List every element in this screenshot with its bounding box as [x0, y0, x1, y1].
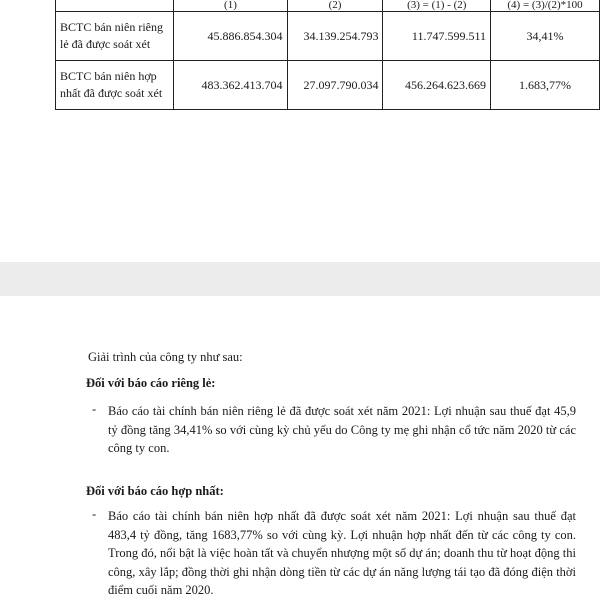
cell-col4: 34,41%: [491, 12, 600, 61]
section-title-standalone: Đối với báo cáo riêng lẻ:: [86, 376, 216, 390]
cell-col3: 11.747.599.511: [383, 12, 491, 61]
cell-col2: 27.097.790.034: [287, 61, 383, 110]
row-label: BCTC bán niên riêng lẻ đã được soát xét: [56, 12, 174, 61]
page-top: [0, 0, 600, 262]
bullet-dash: -: [92, 507, 97, 521]
header-col2: (2): [287, 0, 383, 12]
table-row: [56, 12, 600, 61]
cell-col1: 45.886.854.304: [174, 12, 287, 61]
header-empty-cell: [56, 0, 174, 12]
explanation-intro: Giải trình của công ty như sau:: [88, 350, 243, 364]
section-title-consolidated: Đối với báo cáo hợp nhất:: [86, 484, 224, 498]
header-col1: (1): [174, 0, 287, 12]
section-text-consolidated: Báo cáo tài chính bán niên hợp nhất đã được soát xét năm 2021: Lợi nhuận sau thuế đạt 483,4 tỷ đồng, tăng 1683,77% so với cùng kỳ. Lợi nhuận hợp nhất đến từ các công ty con. Trong đó, nổi bật là việc hoàn tất và chuyển nhượng một số dự án; doanh thu từ hoạt động thi công, xây lắp; đồng thời ghi nhận dòng tiền từ các dự án năng lượng tái tạo đã đóng điện thời điểm cuối năm 2020.: [108, 509, 576, 597]
cell-col4: 1.683,77%: [491, 61, 600, 110]
table-header-row: [56, 0, 600, 12]
header-col4: (4) = (3)/(2)*100: [491, 0, 600, 12]
section-text-standalone: Báo cáo tài chính bán niên riêng lẻ đã được soát xét năm 2021: Lợi nhuận sau thuế đạt 45,9 tỷ đồng tăng 34,41% so với cùng kỳ chủ yếu do Công ty mẹ ghi nhận cổ tức năm 2020 từ các công ty con.: [108, 404, 576, 455]
page-bottom: [0, 296, 600, 600]
cell-col2: 34.139.254.793: [287, 12, 383, 61]
row-label: BCTC bán niên hợp nhất đã được soát xét: [56, 61, 174, 110]
header-col3: (3) = (1) - (2): [383, 0, 491, 12]
cell-col3: 456.264.623.669: [383, 61, 491, 110]
profit-comparison-table: [55, 0, 600, 110]
bullet-dash: -: [92, 402, 97, 416]
cell-col1: 483.362.413.704: [174, 61, 287, 110]
table-row: [56, 61, 600, 110]
